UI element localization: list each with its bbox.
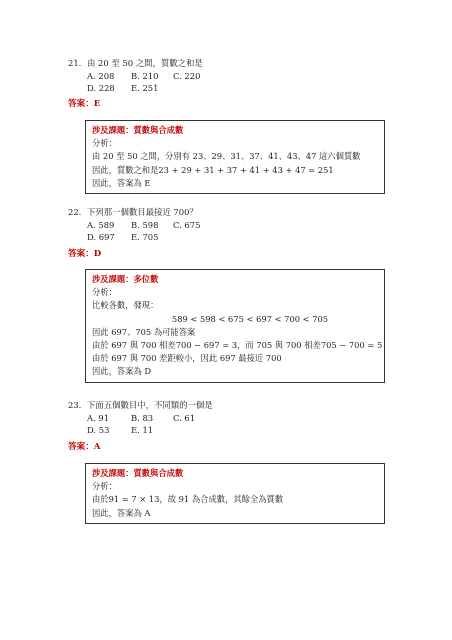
answer-label: 答案：D bbox=[68, 249, 102, 259]
answer-label: 答案：E bbox=[68, 99, 101, 109]
option-d: D. 228 bbox=[87, 83, 115, 93]
analysis-line: 由於 697 與 700 相差700 − 697 = 3，而 705 與 700 相差705 − 700 = 5 bbox=[92, 340, 383, 351]
analysis-line: 因此，質數之和是23 + 29 + 31 + 37 + 41 + 43 + 47 = 251 bbox=[92, 164, 334, 175]
options-row bbox=[68, 70, 216, 83]
topic-heading: 涉及課題：質數與合成數 bbox=[92, 468, 184, 478]
analysis-line: 分析： bbox=[92, 138, 117, 149]
analysis-line: 由 20 至 50 之間，分別有 23、29、31、37、41、43、47 這六個質數 bbox=[92, 151, 361, 162]
option-e: E. 11 bbox=[131, 425, 154, 435]
option-c: C. 675 bbox=[173, 219, 201, 230]
analysis-line: 因此，答案為 D bbox=[92, 366, 152, 377]
question-text: 下面五個數目中，不同類的一個是 bbox=[87, 400, 213, 410]
analysis-line: 分析： bbox=[92, 481, 117, 492]
analysis-box bbox=[85, 120, 385, 194]
question-23 bbox=[68, 399, 213, 437]
option-b: B. 210 bbox=[131, 70, 159, 81]
question-number: 22. bbox=[68, 207, 82, 217]
option-a: A. 589 bbox=[87, 219, 115, 230]
option-d: D. 53 bbox=[87, 425, 110, 435]
options-row bbox=[68, 82, 216, 95]
question-text: 由 20 至 50 之間，質數之和是 bbox=[87, 58, 203, 68]
analysis-line: 由於 697 與 700 差距較小，因此 697 最接近 700 bbox=[92, 353, 282, 364]
question-21 bbox=[68, 57, 216, 95]
option-b: B. 83 bbox=[131, 412, 154, 423]
options-row bbox=[68, 412, 213, 425]
option-e: E. 251 bbox=[131, 83, 159, 93]
options-row bbox=[68, 231, 216, 244]
options-row bbox=[68, 219, 216, 232]
inequality-line: 589 < 598 < 675 < 697 < 700 < 705 bbox=[171, 313, 329, 324]
option-c: C. 61 bbox=[173, 412, 196, 423]
question-number: 21. bbox=[68, 58, 82, 68]
question-number: 23. bbox=[68, 400, 82, 410]
option-c: C. 220 bbox=[173, 70, 201, 81]
analysis-line: 比較各數，發現： bbox=[92, 300, 159, 311]
options-row bbox=[68, 424, 213, 437]
analysis-box bbox=[85, 463, 385, 524]
option-b: B. 598 bbox=[131, 219, 159, 230]
question-22 bbox=[68, 206, 216, 244]
option-d: D. 697 bbox=[87, 232, 115, 242]
question-text: 下列那一個數目最接近 700？ bbox=[87, 207, 198, 217]
question-stem bbox=[68, 206, 216, 219]
answer-label: 答案：A bbox=[68, 442, 101, 452]
question-stem bbox=[68, 399, 213, 412]
analysis-line: 因此，答案為 A bbox=[92, 507, 151, 518]
topic-heading: 涉及課題：多位數 bbox=[92, 274, 159, 284]
analysis-line: 因此 697、705 為可能答案 bbox=[92, 326, 196, 337]
question-stem bbox=[68, 57, 216, 70]
option-a: A. 91 bbox=[87, 412, 110, 423]
option-e: E. 705 bbox=[131, 232, 159, 242]
analysis-line: 由於91 = 7 × 13，故 91 為合成數，其餘全為質數 bbox=[92, 494, 284, 505]
topic-heading: 涉及課題：質數與合成數 bbox=[92, 125, 184, 135]
option-a: A. 208 bbox=[87, 70, 115, 81]
analysis-line: 分析： bbox=[92, 287, 117, 298]
analysis-line: 因此，答案為 E bbox=[92, 177, 151, 188]
analysis-box bbox=[85, 269, 385, 383]
